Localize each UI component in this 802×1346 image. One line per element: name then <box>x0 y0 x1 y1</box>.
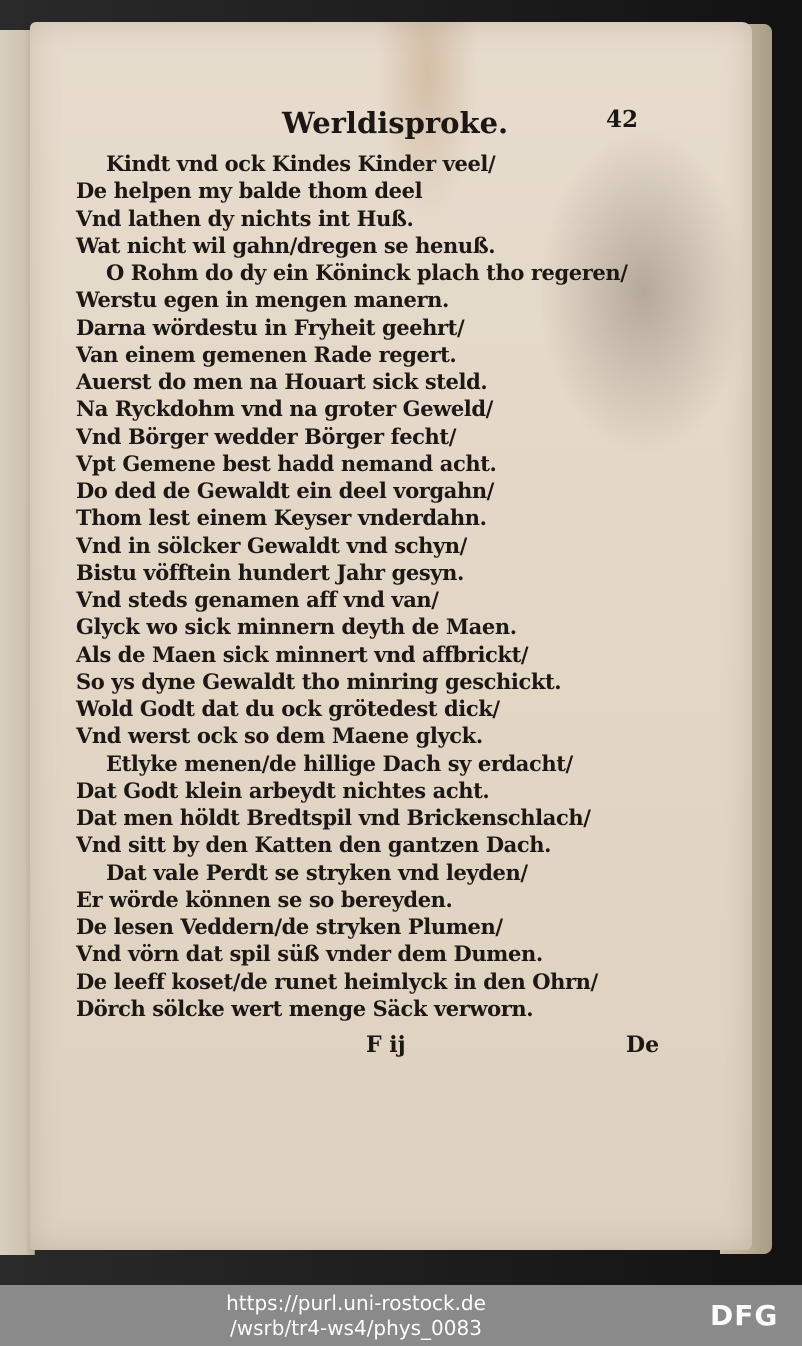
verse-line: Dörch sölcke wert menge Säck verworn. <box>76 995 534 1021</box>
verse-line: Vnd in sölcker Gewaldt vnd schyn/ <box>76 532 467 558</box>
verse-line: Wold Godt dat du ock grötedest dick/ <box>76 696 500 721</box>
running-head: Werldisproke. <box>282 106 509 140</box>
verse-line: Vnd vörn dat spil süß vnder dem Dumen. <box>76 941 543 967</box>
signature-mark: F ij <box>366 1032 406 1058</box>
verse-line: Vnd steds genamen aff vnd van/ <box>76 587 439 612</box>
verse-line: Thom lest einem Keyser vnderdahn. <box>76 505 487 531</box>
verse-line: De lesen Veddern/de stryken Plumen/ <box>76 914 503 939</box>
verse-line: Vnd lathen dy nichts int Huß. <box>76 205 414 231</box>
verse-line: Vpt Gemene best hadd nemand acht. <box>76 450 497 476</box>
verse-line: Van einem gemenen Rade regert. <box>76 341 457 367</box>
permalink[interactable] <box>0 1291 712 1341</box>
verse-line: Vnd sitt by den Katten den gantzen Dach. <box>76 832 552 858</box>
verse-line: Vnd Börger wedder Börger fecht/ <box>76 423 456 449</box>
verse-line: So ys dyne Gewaldt tho minring geschickt. <box>76 668 562 694</box>
verse-line: Glyck wo sick minnern deyth de Maen. <box>76 614 517 640</box>
verse-line: O Rohm do dy ein Köninck plach tho regeren/ <box>106 260 628 285</box>
permalink-line-1: https://purl.uni-rostock.de <box>226 1291 486 1315</box>
verse-line: Dat men höldt Bredtspil vnd Brickenschlach/ <box>76 805 591 830</box>
verse-line: Dat vale Perdt se stryken vnd leyden/ <box>106 859 528 885</box>
catchword: De <box>626 1032 660 1058</box>
footer-bar <box>0 1285 802 1346</box>
verse-line: Bistu vöfftein hundert Jahr gesyn. <box>76 559 464 585</box>
verse-line: Do ded de Gewaldt ein deel vorgahn/ <box>76 478 494 503</box>
verse-line: Etlyke menen/de hillige Dach sy erdacht/ <box>106 750 573 776</box>
permalink-line-2: /wsrb/tr4-ws4/phys_0083 <box>230 1316 482 1340</box>
verse-line: Na Ryckdohm vnd na groter Geweld/ <box>76 396 493 422</box>
verse-line: Dat Godt klein arbeydt nichtes acht. <box>76 777 490 803</box>
page-number: 42 <box>606 106 639 133</box>
verse-line: Er wörde können se so bereyden. <box>76 886 453 912</box>
verse-line: De leeff koset/de runet heimlyck in den Ohrn/ <box>76 968 598 994</box>
verse-line: Kindt vnd ock Kindes Kinder veel/ <box>106 151 496 176</box>
verse-line: Vnd werst ock so dem Maene glyck. <box>76 723 483 749</box>
verse-line: Auerst do men na Houart sick steld. <box>76 369 488 394</box>
verse-line: De helpen my balde thom deel <box>76 178 423 204</box>
verse-lines <box>76 150 696 1022</box>
dfg-logo: DFG <box>710 1299 779 1332</box>
verse-line: Als de Maen sick minnert vnd affbrickt/ <box>76 641 529 667</box>
verse-line: Werstu egen in mengen manern. <box>76 287 449 313</box>
verse-line: Wat nicht wil gahn/dregen se henuß. <box>76 232 496 258</box>
verse-line: Darna wördestu in Fryheit geehrt/ <box>76 314 465 340</box>
book-page <box>30 22 752 1250</box>
